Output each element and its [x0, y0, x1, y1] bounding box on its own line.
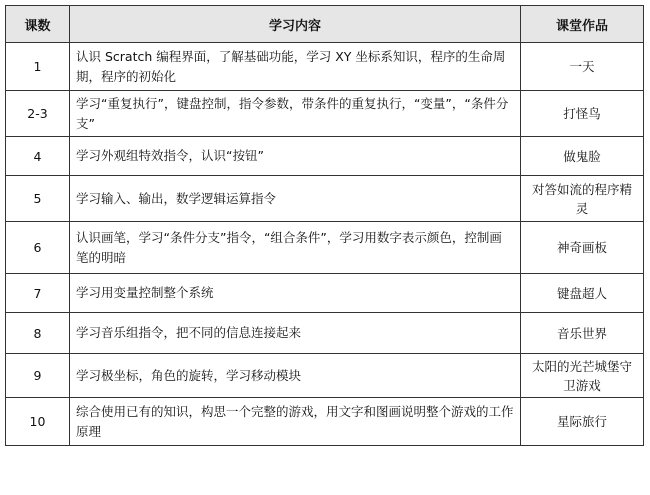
content-cell: 学习音乐组指令，把不同的信息连接起来: [70, 313, 521, 354]
lesson-cell: 1: [6, 43, 70, 91]
work-cell: 对答如流的程序精灵: [521, 176, 644, 222]
table-row: [6, 137, 644, 176]
header-content: 学习内容: [70, 6, 521, 43]
table-row: [6, 176, 644, 222]
table-row: [6, 91, 644, 137]
lesson-cell: 4: [6, 137, 70, 176]
lesson-cell: 5: [6, 176, 70, 222]
table-header-row: [6, 6, 644, 43]
content-cell: 认识画笔，学习“条件分支”指令，“组合条件”，学习用数字表示颜色，控制画笔的明暗: [70, 222, 521, 274]
lesson-cell: 9: [6, 354, 70, 398]
header-work: 课堂作品: [521, 6, 644, 43]
table-row: [6, 274, 644, 313]
lesson-cell: 6: [6, 222, 70, 274]
table-row: [6, 354, 644, 398]
content-cell: 综合使用已有的知识，构思一个完整的游戏，用文字和图画说明整个游戏的工作原理: [70, 398, 521, 446]
table-row: [6, 43, 644, 91]
lesson-cell: 2-3: [6, 91, 70, 137]
content-cell: 学习极坐标，角色的旋转，学习移动模块: [70, 354, 521, 398]
work-cell: 神奇画板: [521, 222, 644, 274]
work-cell: 打怪鸟: [521, 91, 644, 137]
lesson-cell: 7: [6, 274, 70, 313]
work-cell: 太阳的光芒城堡守卫游戏: [521, 354, 644, 398]
content-cell: 学习输入、输出，数学逻辑运算指令: [70, 176, 521, 222]
work-cell: 做鬼脸: [521, 137, 644, 176]
content-cell: 认识 Scratch 编程界面，了解基础功能，学习 XY 坐标系知识，程序的生命周期，程序的初始化: [70, 43, 521, 91]
curriculum-table: [5, 5, 644, 446]
work-cell: 一天: [521, 43, 644, 91]
lesson-cell: 8: [6, 313, 70, 354]
work-cell: 星际旅行: [521, 398, 644, 446]
lesson-cell: 10: [6, 398, 70, 446]
work-cell: 键盘超人: [521, 274, 644, 313]
content-cell: 学习“重复执行”，键盘控制，指令参数，带条件的重复执行，“变量”，“条件分支”: [70, 91, 521, 137]
table-row: [6, 222, 644, 274]
header-lesson: 课数: [6, 6, 70, 43]
table-row: [6, 313, 644, 354]
content-cell: 学习外观组特效指令，认识“按钮”: [70, 137, 521, 176]
table-row: [6, 398, 644, 446]
content-cell: 学习用变量控制整个系统: [70, 274, 521, 313]
work-cell: 音乐世界: [521, 313, 644, 354]
